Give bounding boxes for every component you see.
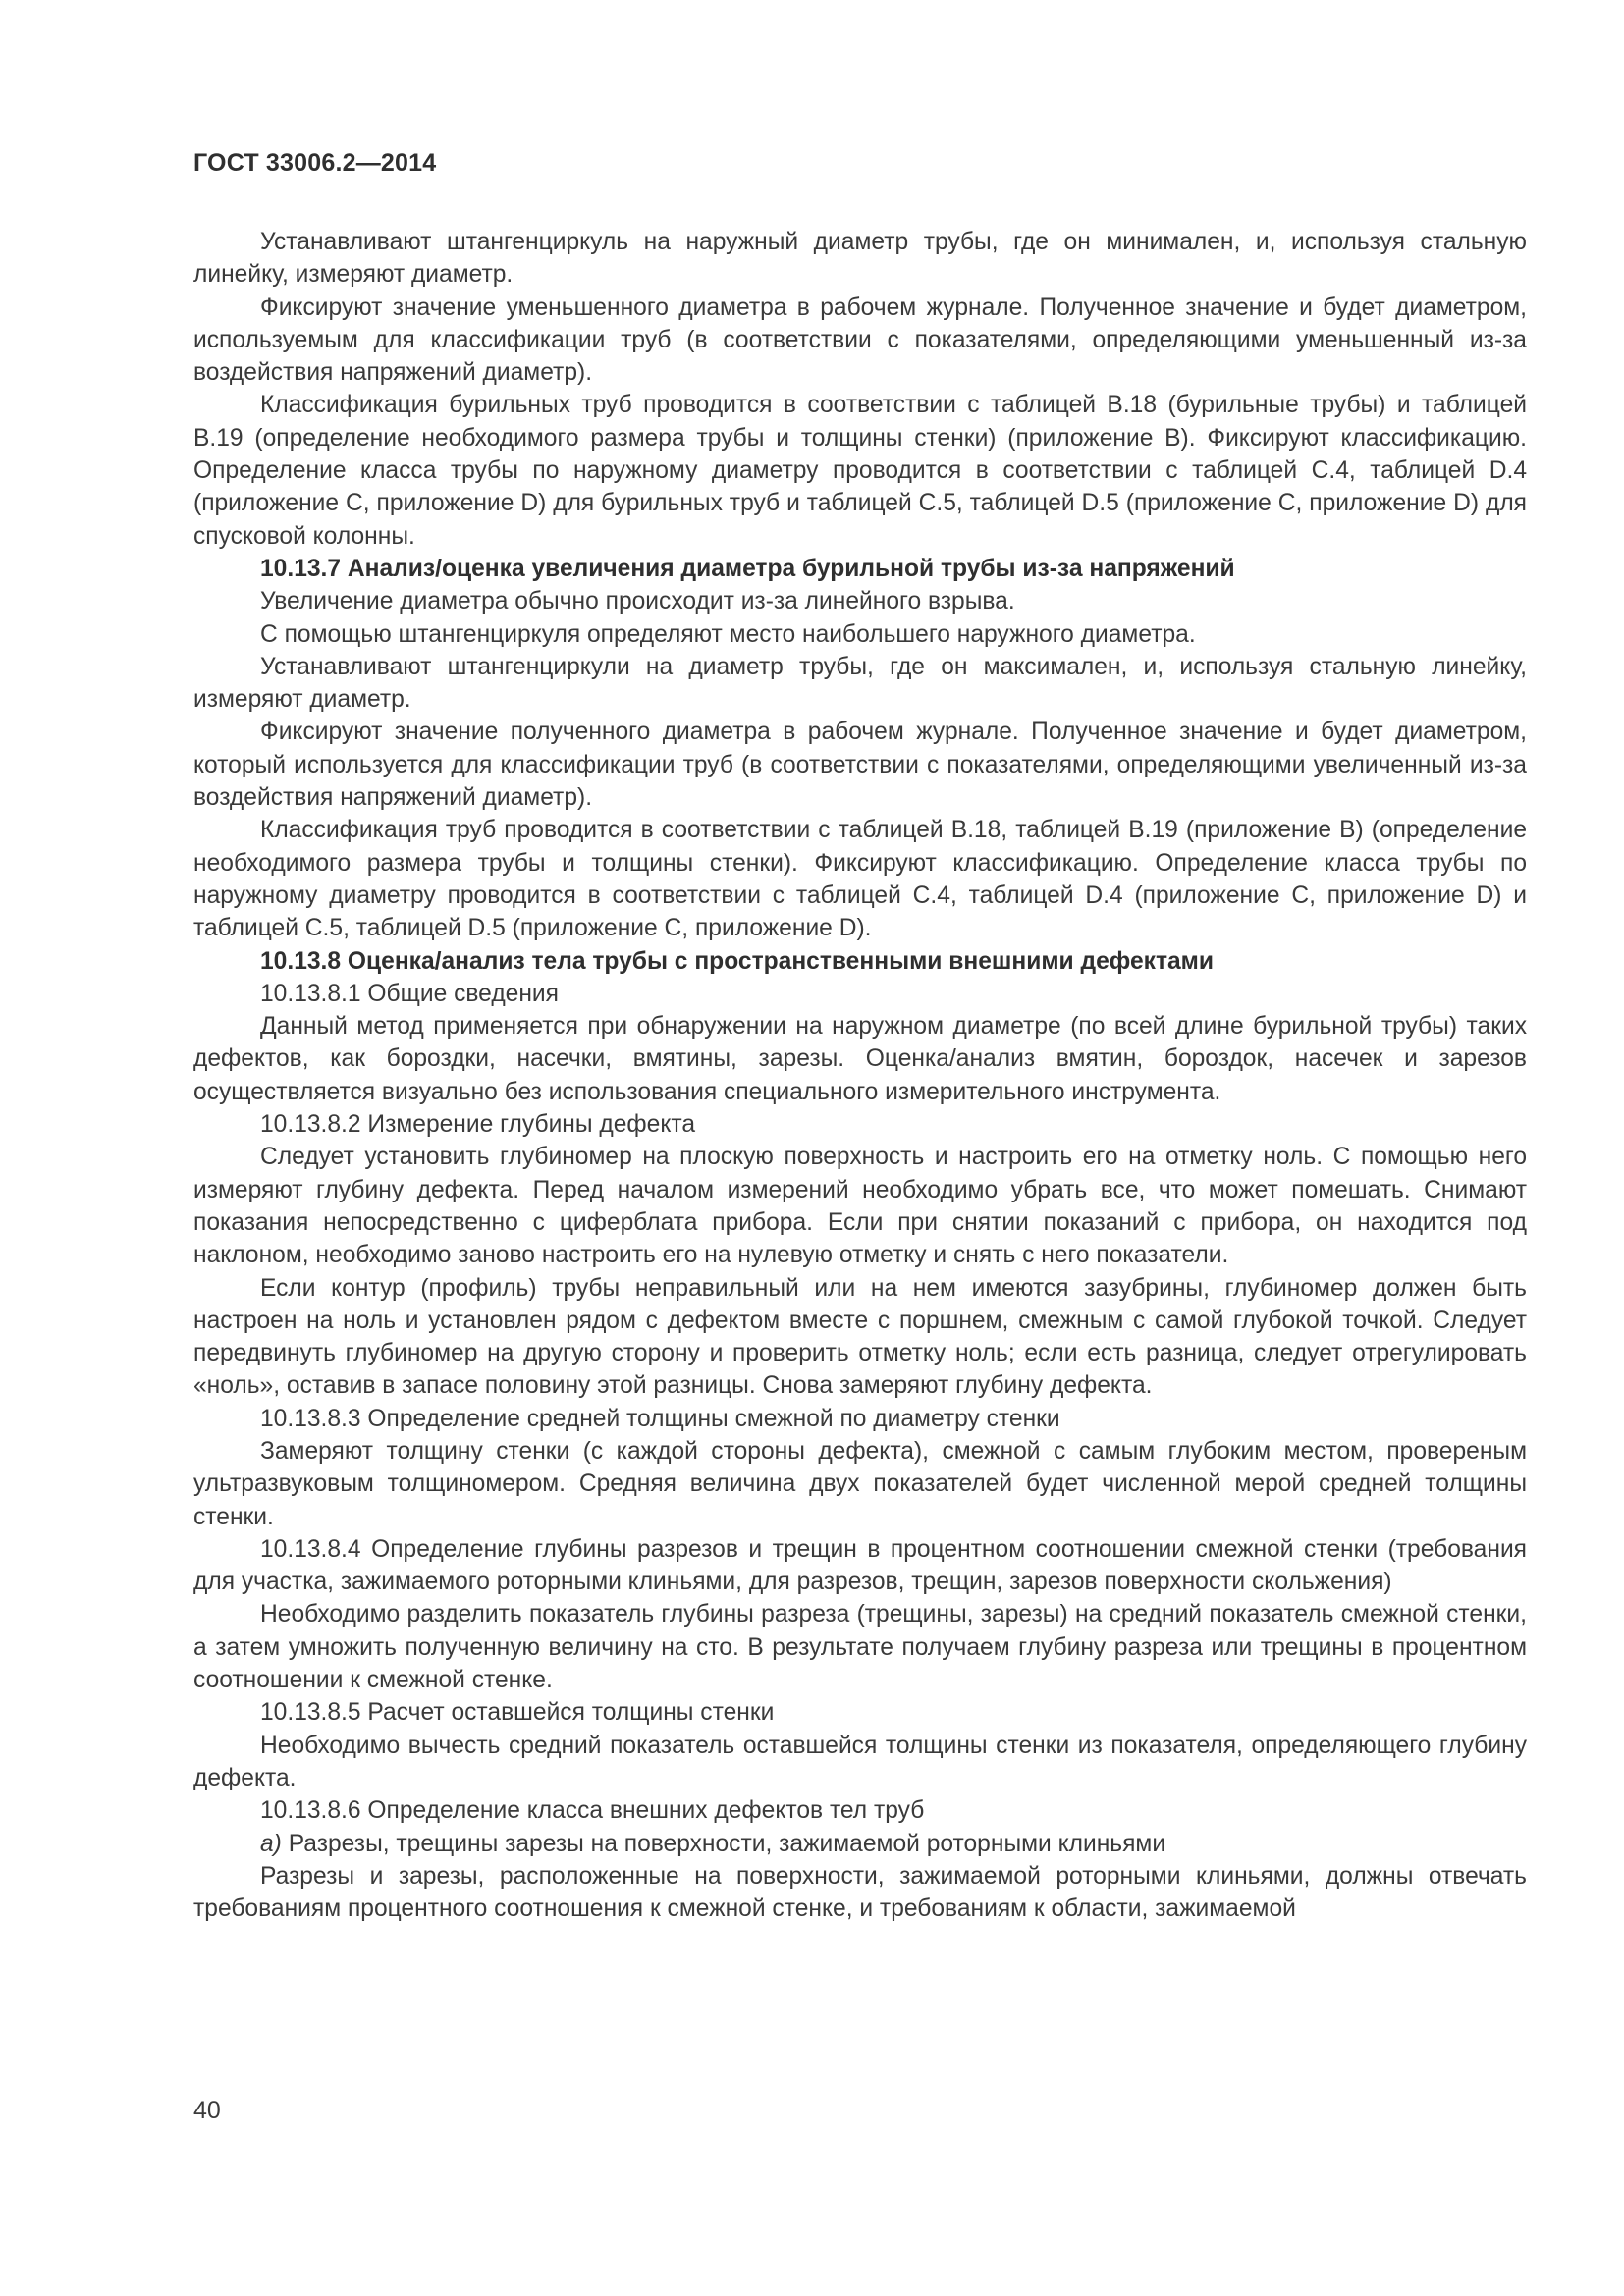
paragraph: Классификация бурильных труб проводится в соответствии с таблицей B.18 (бурильные трубы) и таблицей B.19 (определение необходимого размера трубы и толщины стенки) (приложение В). Фиксируют классификацию. Определение класса трубы по наружному диаметру проводится в соответствии с таблицей С.4, таблицей D.4 (приложение С, приложение D) для бурильных труб и таблицей С.5, таблицей D.5 (приложение С, приложение D) для спусковой колонны. [193, 392, 1527, 550]
paragraph: Данный метод применяется при обнаружении на наружном диаметре (по всей длине бурильной трубы) таких дефектов, как бороздки, насечки, вмятины, зарезы. Оценка/анализ вмятин, бороздок, насечек и зарезов осуществляется визуально без использования специального измерительного инструмента. [193, 1013, 1527, 1105]
paragraph: Фиксируют значение уменьшенного диаметра в рабочем журнале. Полученное значение и будет диаметром, используемым для классификации труб (в соответствии с показателями, определяющими уменьшенный из-за воздействия напряжений диаметр). [193, 294, 1527, 387]
paragraph: Устанавливают штангенциркули на диаметр трубы, где он максимален, и, используя стальную линейку, измеряют диаметр. [193, 653, 1527, 714]
list-letter: а) [260, 1830, 282, 1857]
section-heading: 10.13.7 Анализ/оценка увеличения диаметра бурильной трубы из-за напряжений [260, 555, 1235, 582]
paragraph: Необходимо разделить показатель глубины разреза (трещины, зарезы) на средний показатель смежной стенки, а затем умножить полученную величину на сто. В результате получаем глубину разреза или трещины в процентном соотношении к смежной стенке. [193, 1601, 1527, 1694]
subsection-heading: 10.13.8.2 Измерение глубины дефекта [260, 1111, 696, 1139]
document-body [193, 226, 1527, 1925]
subsection-heading: 10.13.8.4 Определение глубины разрезов и трещин в процентном соотношении смежной стенки (требования для участка, зажимаемого роторными клиньями, для разрезов, трещин, зарезов поверхности скольжения) [193, 1535, 1527, 1596]
paragraph: Устанавливают штангенциркуль на наружный диаметр трубы, где он минимален, и, используя стальную линейку, измеряют диаметр. [193, 229, 1527, 289]
paragraph: Если контур (профиль) трубы неправильный или на нем имеются зазубрины, глубиномер должен быть настроен на ноль и установлен рядом с дефектом вместе с поршнем, смежным с самой глубокой точкой. Следует передвинуть глубиномер на другую сторону и проверить отметку ноль; если есть разница, следует отрегулировать «ноль», оставив в запасе половину этой разницы. Снова замеряют глубину дефекта. [193, 1274, 1527, 1400]
paragraph: Замеряют толщину стенки (с каждой стороны дефекта), смежной с самым глубоким местом, провереным ультразвуковым толщиномером. Средняя величина двух показателей будет численной мерой средней толщины стенки. [193, 1437, 1527, 1530]
list-item [193, 1828, 1527, 1860]
paragraph: Классификация труб проводится в соответствии с таблицей B.18, таблицей B.19 (приложение В) (определение необходимого размера трубы и толщины стенки). Фиксируют классификацию. Определение класса трубы по наружному диаметру проводится в соответствии с таблицей С.4, таблицей D.4 (приложение С, приложение D) и таблицей С.5, таблицей D.5 (приложение С, приложение D). [193, 817, 1527, 942]
subsection-heading: 10.13.8.6 Определение класса внешних дефектов тел труб [260, 1797, 925, 1825]
document-header: ГОСТ 33006.2—2014 [193, 149, 437, 177]
section-heading: 10.13.8 Оценка/анализ тела трубы с пространственными внешними дефектами [260, 947, 1214, 975]
page-number: 40 [193, 2097, 221, 2124]
list-item-text: Разрезы, трещины зарезы на поверхности, зажимаемой роторными клиньями [288, 1830, 1166, 1857]
paragraph: Разрезы и зарезы, расположенные на поверхности, зажимаемой роторными клиньями, должны отвечать требованиям процентного соотношения к смежной стенке, и требованиям к области, зажимаемой [193, 1862, 1527, 1923]
paragraph: Фиксируют значение полученного диаметра в рабочем журнале. Полученное значение и будет диаметром, который используется для классификации труб (в соответствии с показателями, определяющими увеличенный из-за воздействия напряжений диаметр). [193, 719, 1527, 812]
subsection-heading: 10.13.8.5 Расчет оставшейся толщины стенки [260, 1699, 775, 1727]
paragraph: С помощью штангенциркуля определяют место наибольшего наружного диаметра. [260, 620, 1196, 648]
paragraph: Следует установить глубиномер на плоскую поверхность и настроить его на отметку ноль. С помощью него измеряют глубину дефекта. Перед началом измерений необходимо убрать все, что может помешать. Снимают показания непосредственно с циферблата прибора. Если при снятии показаний с прибора, он находится под наклоном, необходимо заново настроить его на нулевую отметку и снять с него показатели. [193, 1144, 1527, 1269]
paragraph: Необходимо вычесть средний показатель оставшейся толщины стенки из показателя, определяющего глубину дефекта. [193, 1732, 1527, 1791]
paragraph: Увеличение диаметра обычно происходит из-за линейного взрыва. [260, 588, 1015, 615]
subsection-heading: 10.13.8.3 Определение средней толщины смежной по диаметру стенки [260, 1405, 1060, 1432]
subsection-heading: 10.13.8.1 Общие сведения [260, 980, 559, 1007]
